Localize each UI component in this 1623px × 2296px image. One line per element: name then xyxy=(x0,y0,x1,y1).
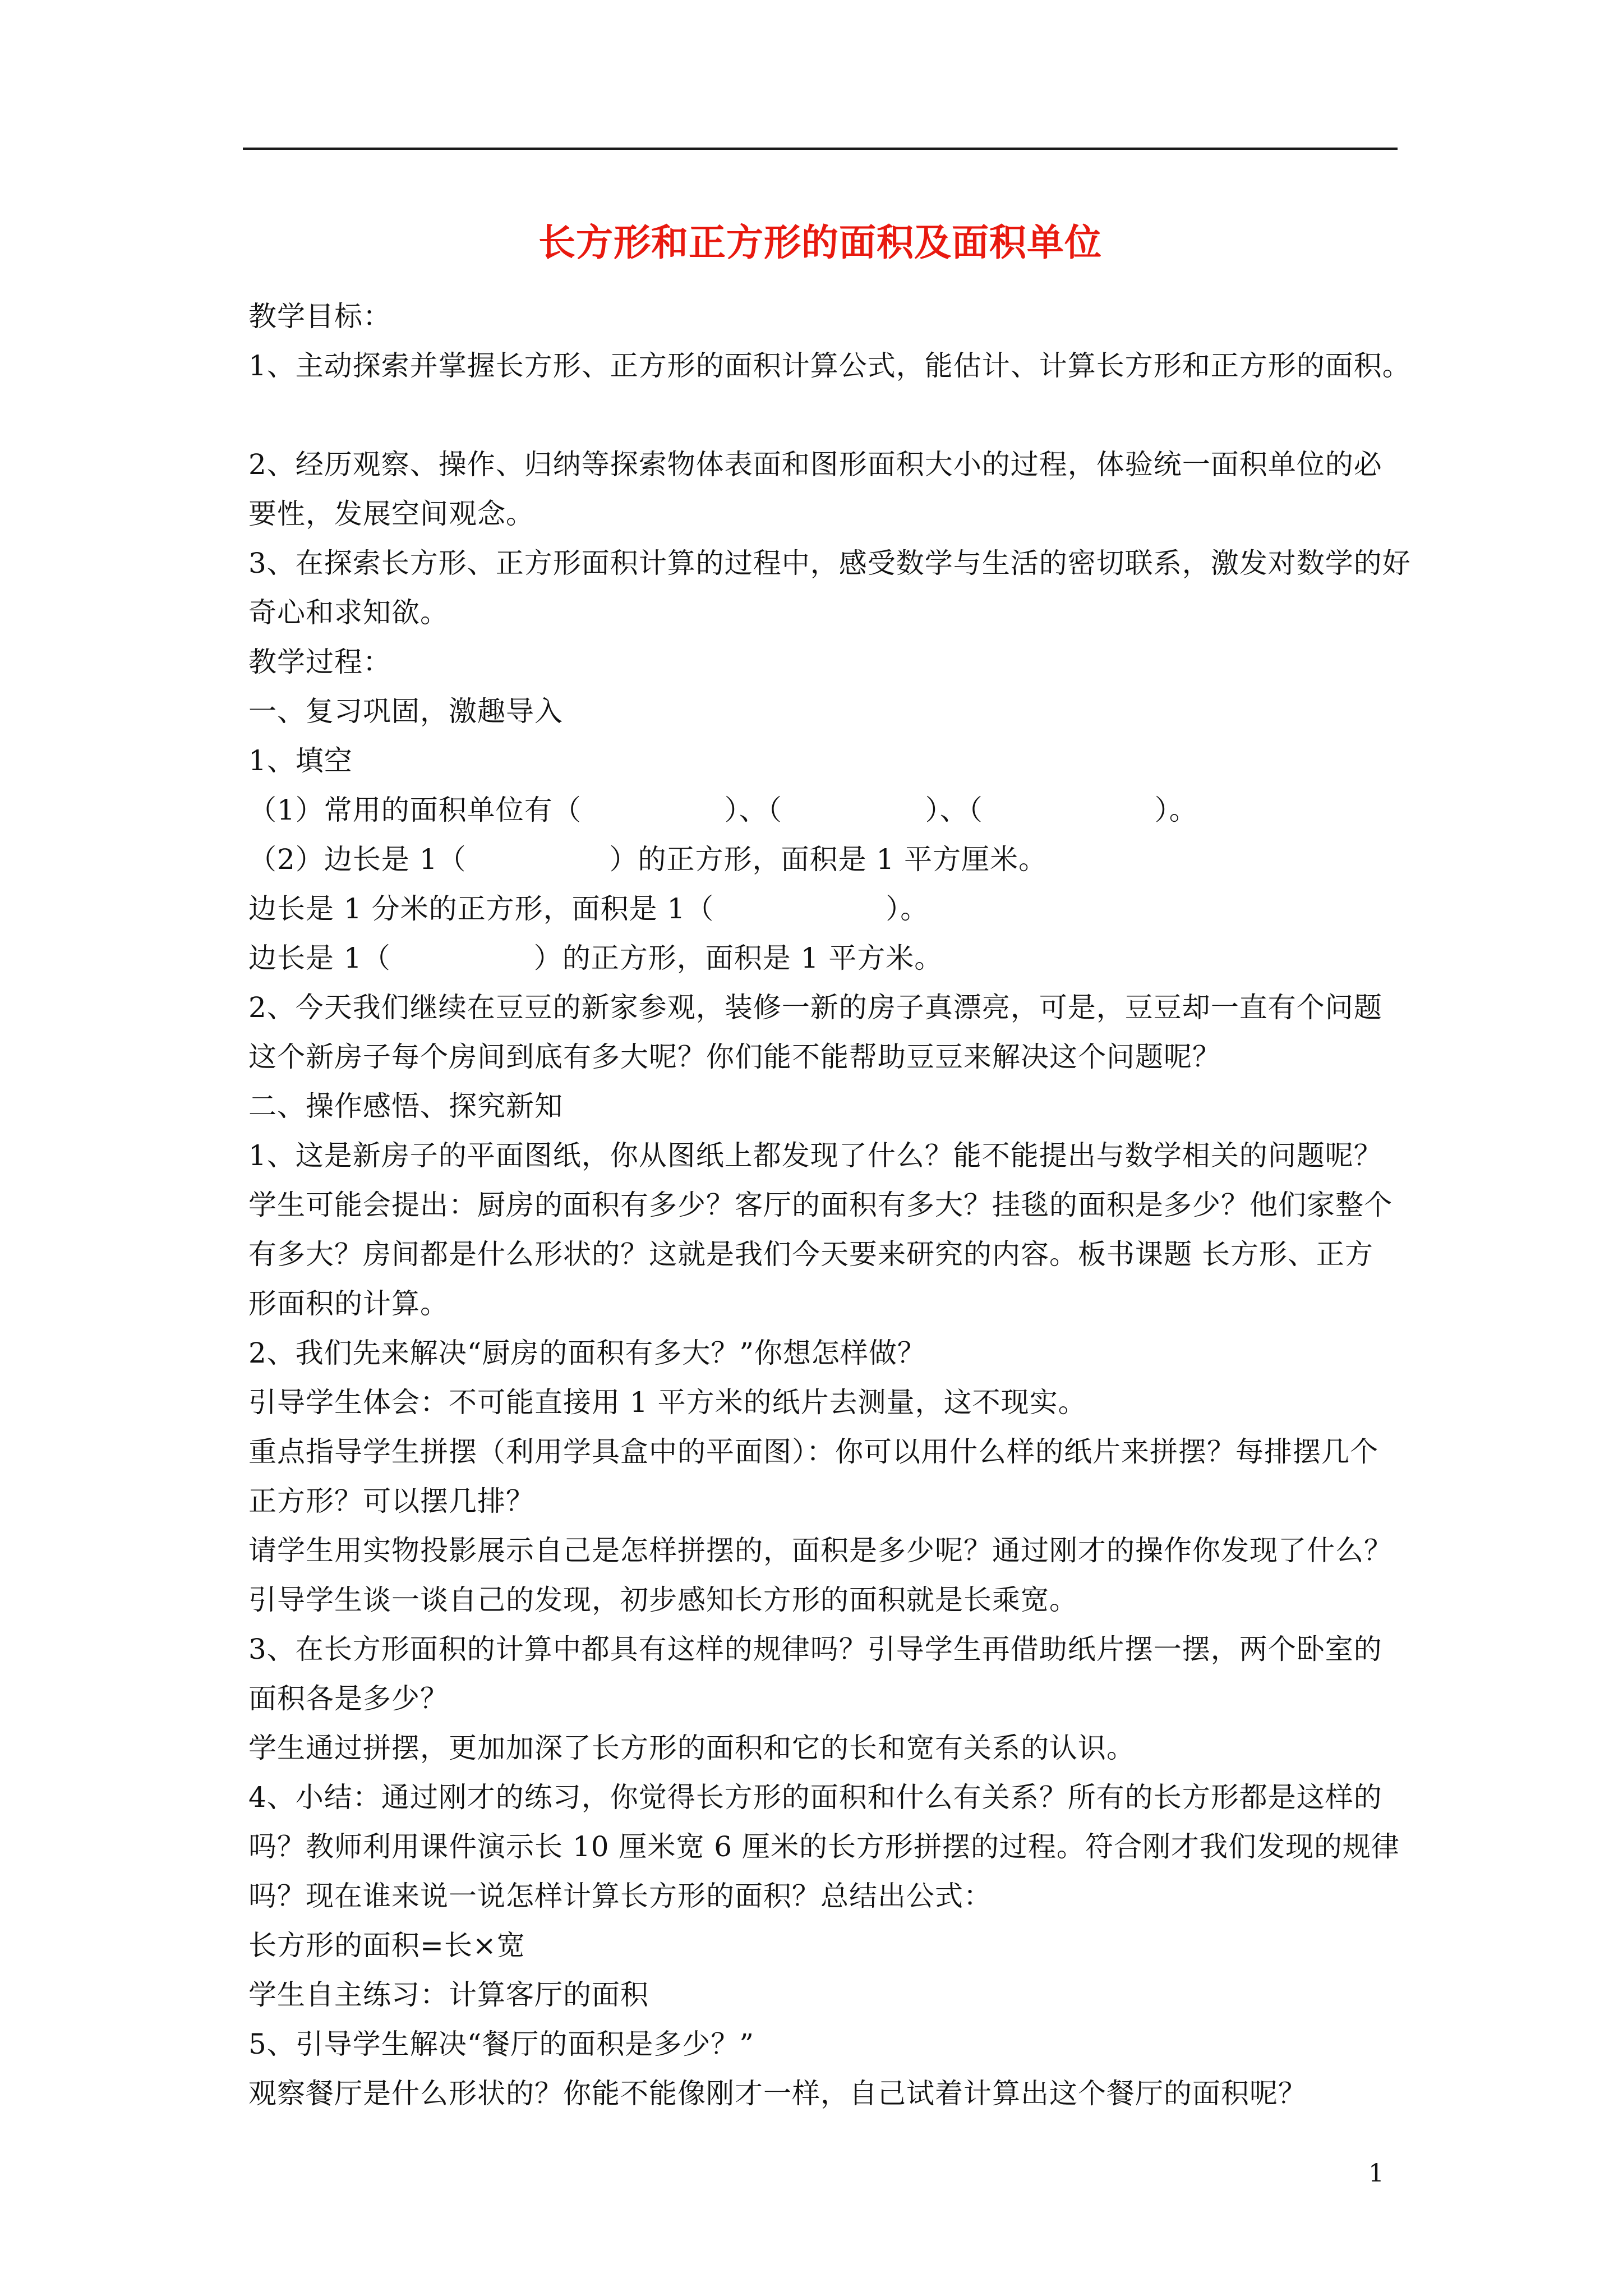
step-1-detail-line-3: 形面积的计算。 xyxy=(248,1287,449,1320)
step-5-detail: 观察餐厅是什么形状的？你能不能像刚才一样，自己试着计算出这个餐厅的面积呢？ xyxy=(248,2077,1307,2110)
intro-paragraph-line-2: 这个新房子每个房间到底有多大呢？你们能不能帮助豆豆来解决这个问题呢？ xyxy=(248,1041,1221,1073)
step-1-detail-line-1: 学生可能会提出：厨房的面积有多少？客厅的面积有多大？挂毯的面积是多少？他们家整个 xyxy=(248,1189,1393,1221)
objective-2-line-1: 2、经历观察、操作、归纳等探索物体表面和图形面积大小的过程，体验统一面积单位的必 xyxy=(248,448,1382,481)
fill-blank-4: 边长是 1（ ）的正方形，面积是 1 平方米。 xyxy=(248,942,943,974)
step-2-detail-4: 引导学生谈一谈自己的发现，初步感知长方形的面积就是长乘宽。 xyxy=(248,1584,1078,1616)
fill-blank-3: 边长是 1 分米的正方形，面积是 1（ ）。 xyxy=(248,892,929,925)
section-heading-process: 教学过程： xyxy=(248,646,391,678)
step-1-detail-line-2: 有多大？房间都是什么形状的？这就是我们今天要来研究的内容。板书课题 长方形、正方 xyxy=(248,1238,1373,1271)
step-2-detail-2-line-2: 正方形？可以摆几排？ xyxy=(248,1485,534,1517)
blank-line xyxy=(248,390,1398,440)
step-5: 5、引导学生解决“餐厅的面积是多少？” xyxy=(248,2028,754,2060)
objective-2-line-2: 要性，发展空间观念。 xyxy=(248,498,534,530)
objective-3-line-2: 奇心和求知欲。 xyxy=(248,596,449,629)
fill-blank-1: （1）常用的面积单位有（ ）、（ ）、（ ）。 xyxy=(248,794,1198,826)
intro-paragraph-line-1: 2、今天我们继续在豆豆的新家参观，装修一新的房子真漂亮，可是，豆豆却一直有个问题 xyxy=(248,991,1382,1024)
step-4-line-3: 吗？现在谁来说一说怎样计算长方形的面积？总结出公式： xyxy=(248,1880,992,1912)
step-3-line-2: 面积各是多少？ xyxy=(248,1682,449,1715)
step-2-detail-1: 引导学生体会：不可能直接用 1 平方米的纸片去测量，这不现实。 xyxy=(248,1386,1087,1419)
section-heading-objectives: 教学目标： xyxy=(248,300,391,333)
objective-1: 1、主动探索并掌握长方形、正方形的面积计算公式，能估计、计算长方形和正方形的面积。 xyxy=(248,349,1411,382)
part-1-heading: 一、复习巩固，激趣导入 xyxy=(248,695,563,728)
document-title: 长方形和正方形的面积及面积单位 xyxy=(538,220,1102,264)
step-4-line-2: 吗？教师利用课件演示长 10 厘米宽 6 厘米的长方形拼摆的过程。符合刚才我们发现的规律 xyxy=(248,1830,1400,1863)
fill-blank-2: （2）边长是 1（ ）的正方形，面积是 1 平方厘米。 xyxy=(248,843,1048,876)
step-1: 1、这是新房子的平面图纸，你从图纸上都发现了什么？能不能提出与数学相关的问题呢？ xyxy=(248,1139,1382,1172)
step-2: 2、我们先来解决“厨房的面积有多大？”你想怎样做？ xyxy=(248,1337,926,1369)
header-rule xyxy=(243,148,1398,150)
step-3-detail: 学生通过拼摆，更加加深了长方形的面积和它的长和宽有关系的认识。 xyxy=(248,1732,1135,1764)
step-2-detail-2-line-1: 重点指导学生拼摆（利用学具盒中的平面图）：你可以用什么样的纸片来拼摆？每排摆几个 xyxy=(248,1435,1378,1468)
page-number: 1 xyxy=(1368,2159,1384,2188)
part-2-heading: 二、操作感悟、探究新知 xyxy=(248,1090,563,1122)
step-2-detail-3: 请学生用实物投影展示自己是怎样拼摆的，面积是多少呢？通过刚才的操作你发现了什么？ xyxy=(248,1534,1393,1567)
step-3-line-1: 3、在长方形面积的计算中都具有这样的规律吗？引导学生再借助纸片摆一摆，两个卧室的 xyxy=(248,1633,1382,1665)
area-formula: 长方形的面积=长×宽 xyxy=(248,1929,525,1962)
objective-3-line-1: 3、在探索长方形、正方形面积计算的过程中，感受数学与生活的密切联系，激发对数学的好 xyxy=(248,547,1411,579)
fill-blank-heading: 1、填空 xyxy=(248,744,353,777)
practice-task: 学生自主练习：计算客厅的面积 xyxy=(248,1978,649,2011)
document-body xyxy=(248,292,1411,2118)
step-4-line-1: 4、小结：通过刚才的练习，你觉得长方形的面积和什么有关系？所有的长方形都是这样的 xyxy=(248,1781,1382,1814)
